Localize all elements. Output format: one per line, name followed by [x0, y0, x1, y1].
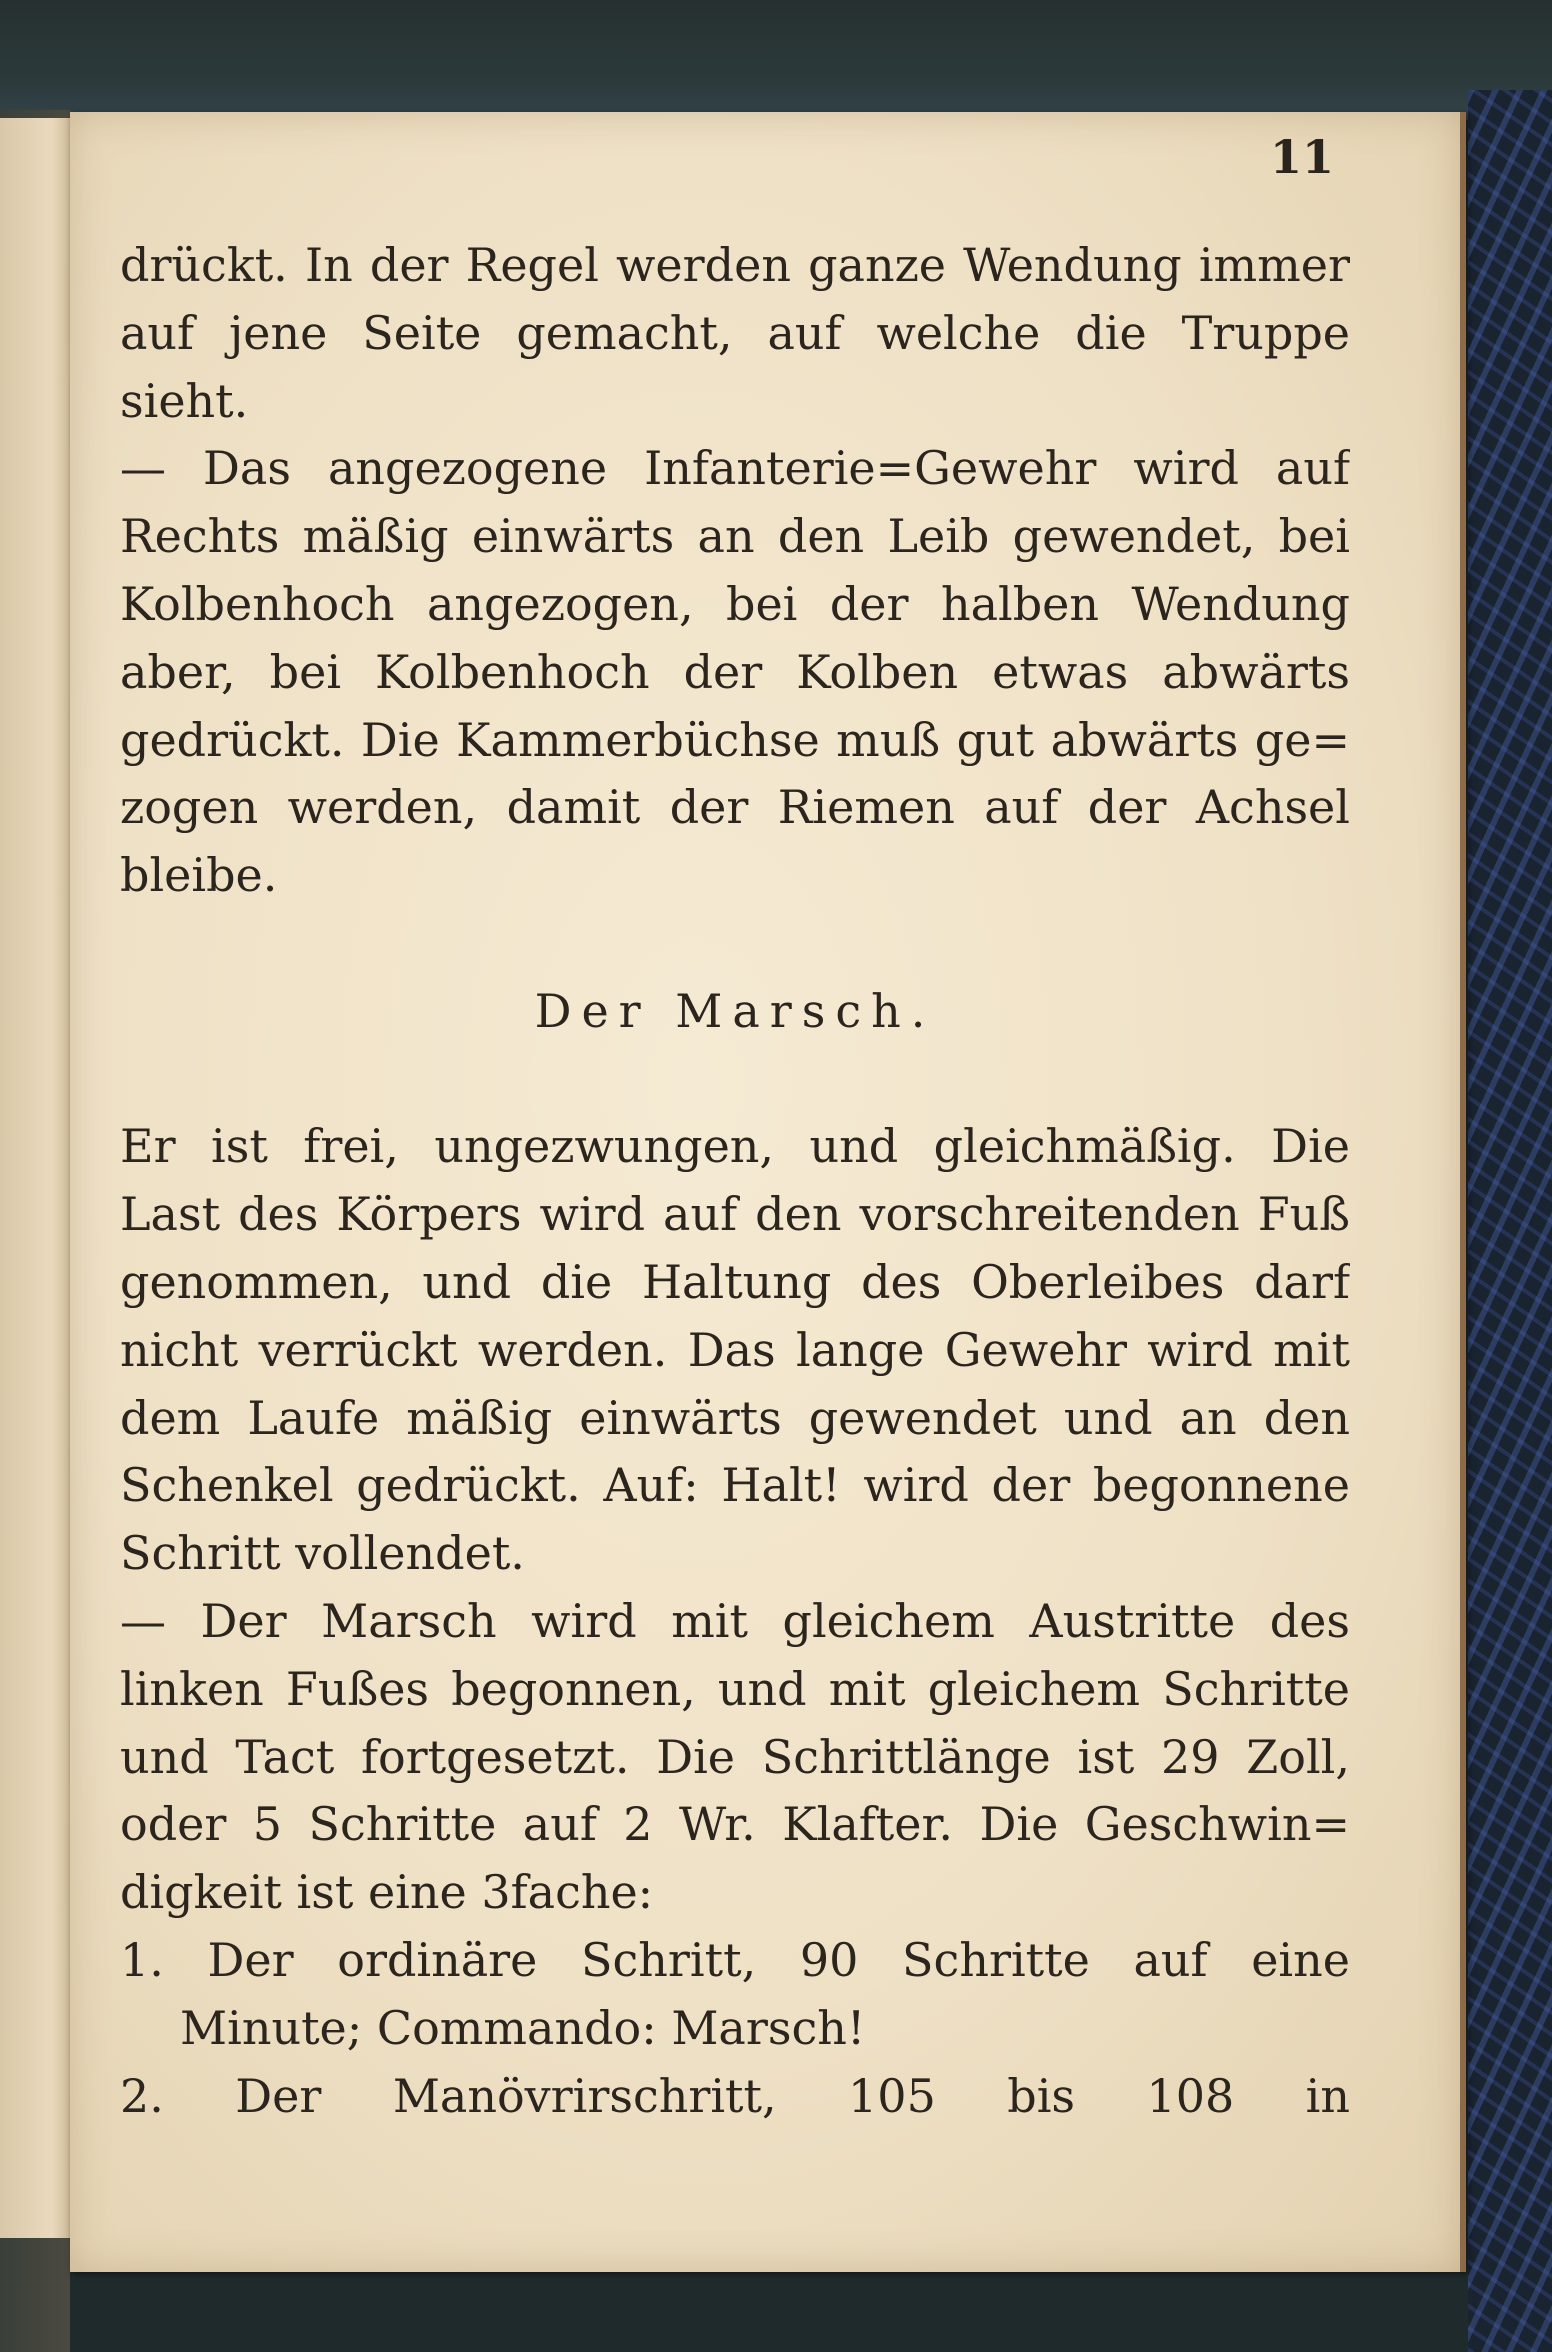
spacer [120, 1046, 1350, 1114]
book-cover-marbled-edge [1468, 90, 1552, 2352]
text-line: zogen werden, damit der Riemen auf der Achsel [120, 780, 1350, 835]
section-heading: Der Marsch. [534, 983, 936, 1038]
text-line: genommen, und die Haltung des Oberleibes darf [120, 1254, 1350, 1309]
text-line: dem Laufe mäßig einwärts gewendet und an den [120, 1390, 1350, 1445]
text-line: Rechts mäßig einwärts an den Leib gewendet, bei [120, 509, 1350, 564]
text-line: auf jene Seite gemacht, auf welche die Truppe [120, 305, 1350, 360]
text-line: bleibe. [120, 848, 278, 903]
text-line: drückt. In der Regel werden ganze Wendung immer [120, 238, 1350, 292]
book-cover-top [0, 0, 1552, 120]
spacer [120, 910, 1350, 978]
text-line: Schenkel gedrückt. Auf: Halt! wird der begonnene [120, 1458, 1350, 1513]
text-line: sieht. [120, 373, 249, 428]
text-line: Er ist frei, ungezwungen, und gleichmäßig. Die [120, 1119, 1350, 1174]
text-line: Kolbenhoch angezogen, bei der halben Wendung [120, 576, 1350, 631]
text-line: und Tact fortgesetzt. Die Schrittlänge ist 29 Zoll, [120, 1729, 1350, 1784]
previous-page-edge [0, 118, 76, 2238]
page-text [120, 232, 1350, 2130]
text-line: oder 5 Schritte auf 2 Wr. Klafter. Die Geschwin= [120, 1797, 1350, 1852]
text-line: digkeit ist eine 3fache: [120, 1865, 654, 1920]
page-number: 11 [1270, 130, 1335, 184]
text-line: Schritt vollendet. [120, 1526, 525, 1581]
text-line: 1. Der ordinäre Schritt, 90 Schritte auf eine [120, 1932, 1350, 1987]
text-line: aber, bei Kolbenhoch der Kolben etwas abwärts [120, 644, 1350, 699]
text-line: gedrückt. Die Kammerbüchse muß gut abwärts ge= [120, 712, 1350, 767]
text-line: linken Fußes begonnen, und mit gleichem Schritte [120, 1661, 1350, 1716]
text-line: — Der Marsch wird mit gleichem Austritte des [120, 1593, 1350, 1648]
text-line: — Das angezogene Infanterie=Gewehr wird auf [120, 441, 1350, 496]
text-line: Last des Körpers wird auf den vorschreitenden Fuß [120, 1187, 1350, 1242]
text-line: Minute; Commando: Marsch! [180, 2000, 866, 2055]
text-line: nicht verrückt werden. Das lange Gewehr wird mit [120, 1322, 1350, 1377]
text-line: 2. Der Manövrirschritt, 105 bis 108 in [120, 2068, 1350, 2123]
